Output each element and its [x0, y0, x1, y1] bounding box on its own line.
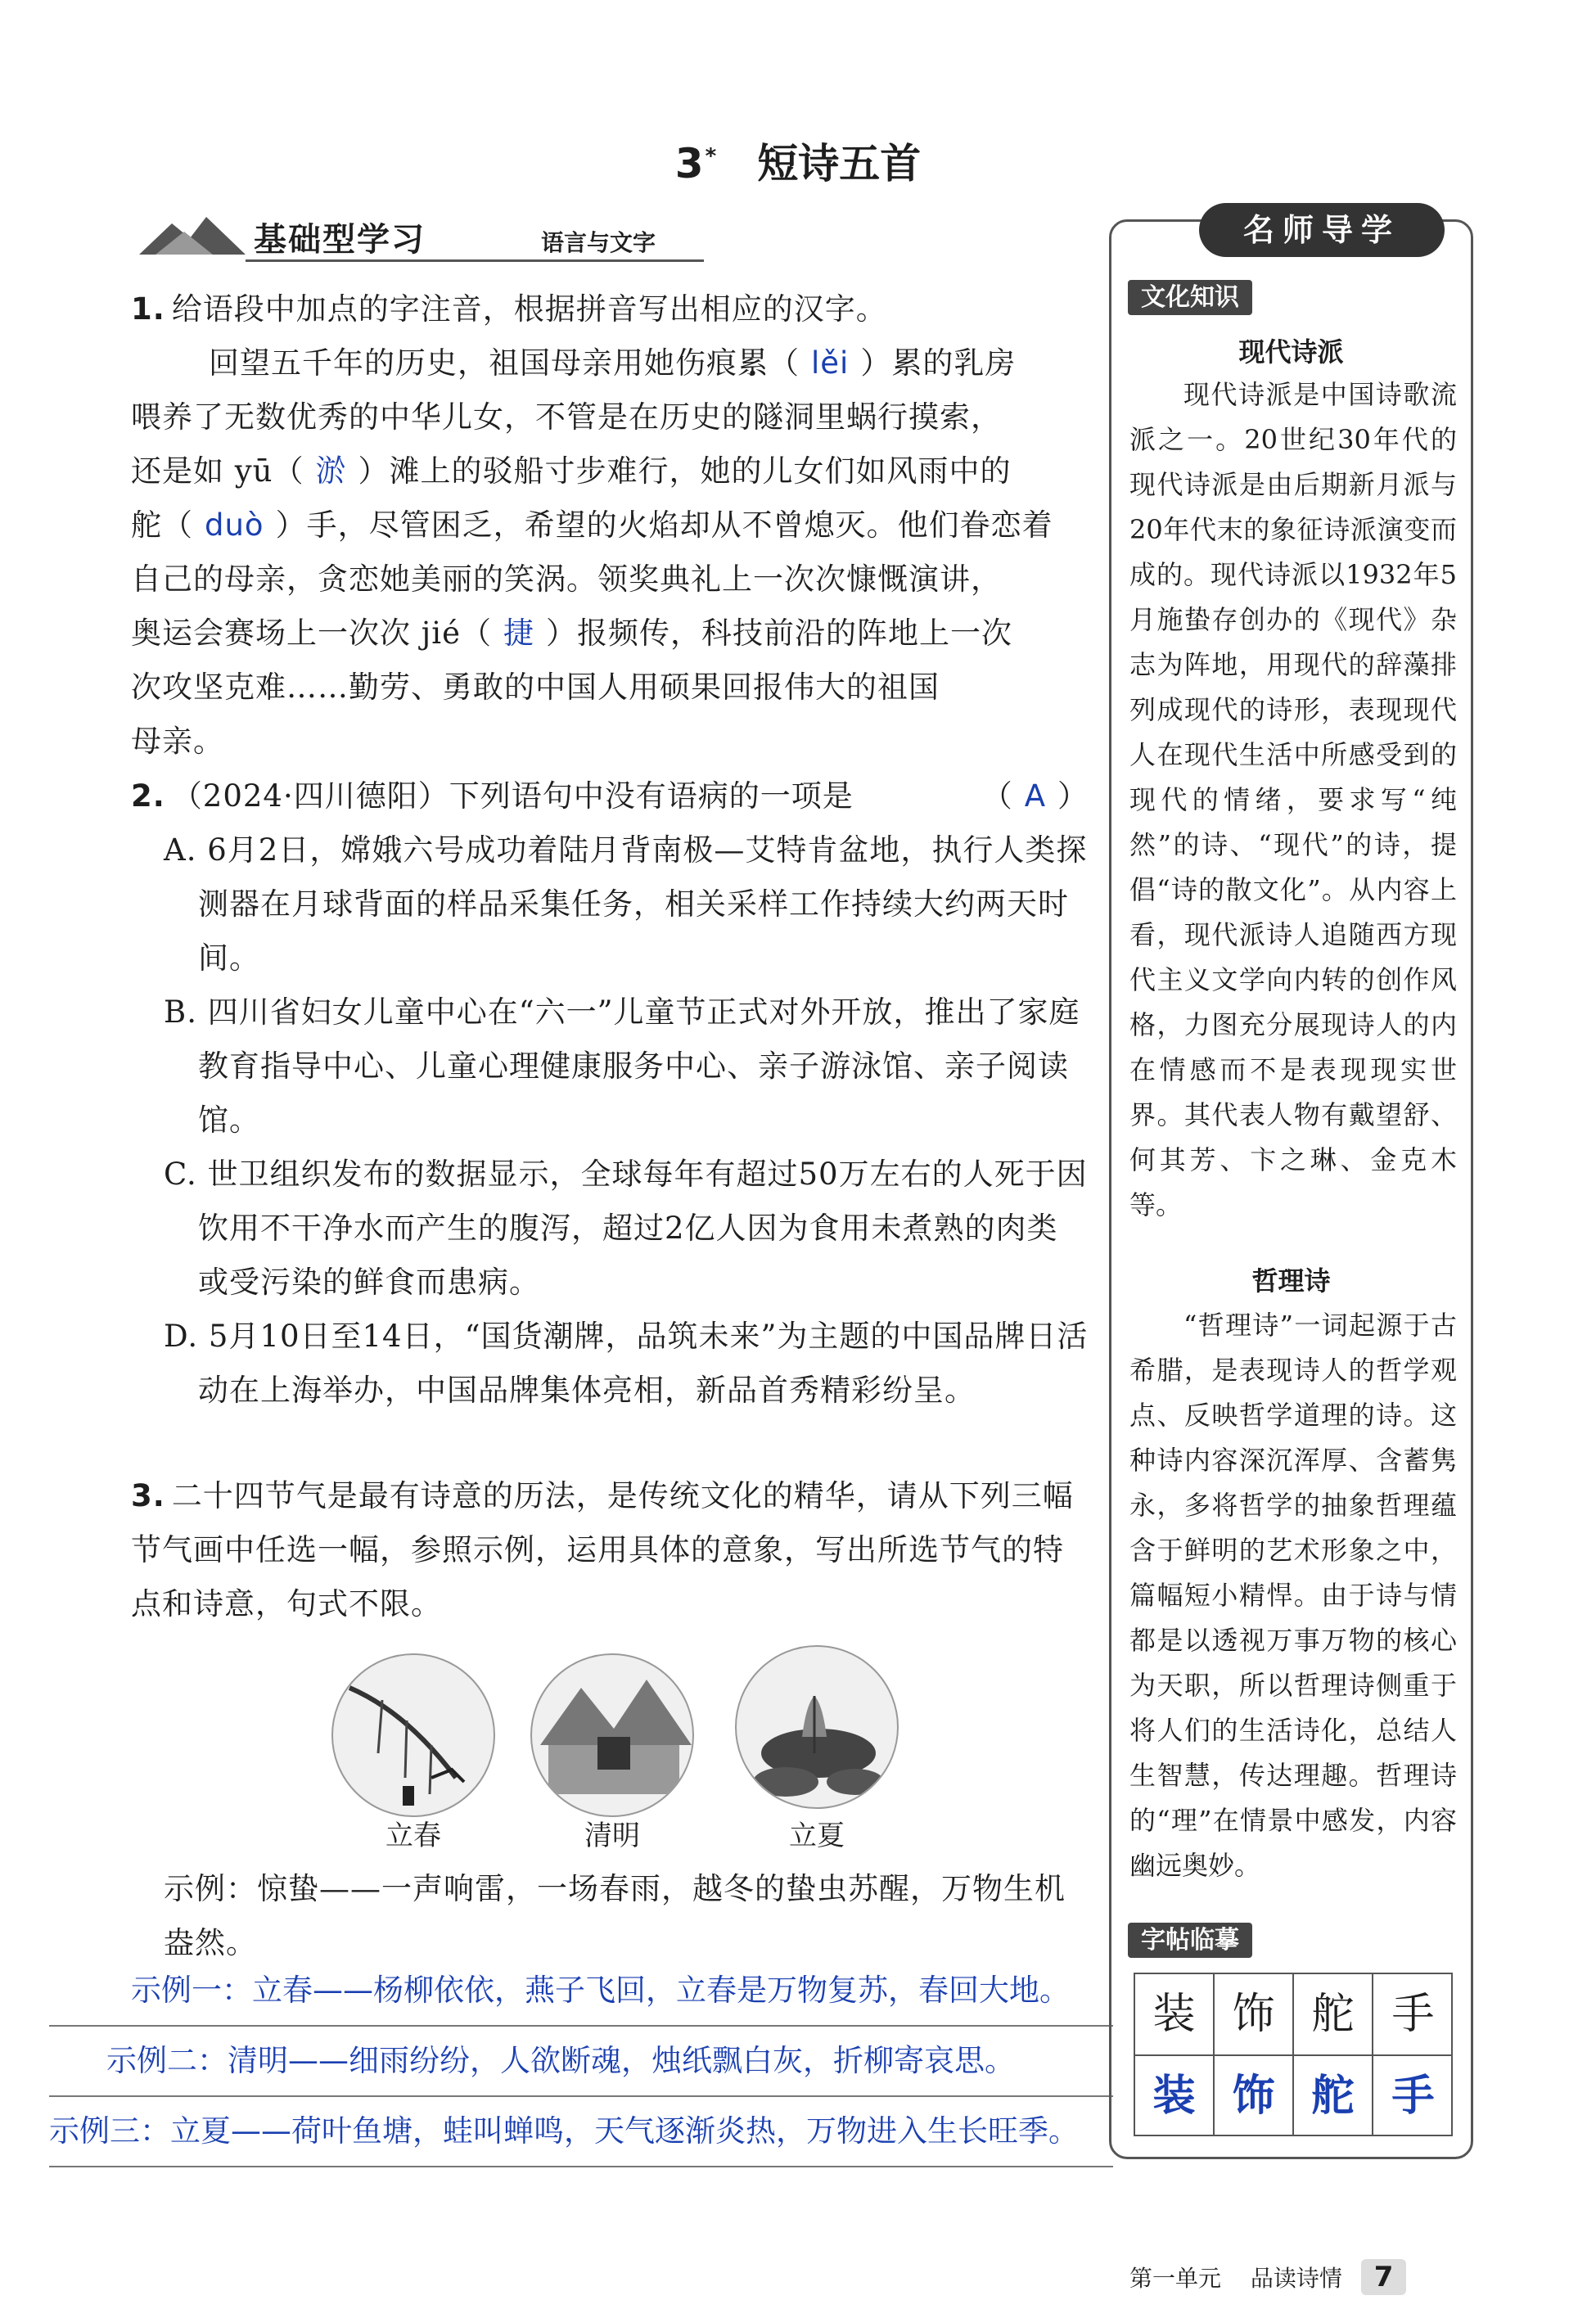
- page-footer: [1129, 2259, 1473, 2295]
- q1-line7: 次攻坚克难……勤劳、勇敢的中国人用硕果回报伟大的祖国: [131, 670, 940, 705]
- copy-char-2: 饰: [1215, 1974, 1294, 2054]
- lichun-painting: [331, 1653, 495, 1817]
- q3-example: 示例：惊蛰——一声响雷，一场春雨，越冬的蛰虫苏醒，万物生机盎然。: [164, 1871, 1066, 1960]
- q1-dotted-char: 累: [737, 345, 769, 381]
- q1-line6: 奥运会赛场上一次次 jié（ 捷 ）报频传，科技前沿的阵地上一次: [131, 616, 1012, 651]
- q1-passage: 回望五千年的历史，祖国母亲用她伤痕累（ lěi ）累的乳房: [209, 345, 1017, 381]
- q2-prompt: （2024·四川德阳）下列语句中没有语病的一项是: [171, 778, 854, 814]
- q2-option-c: C. 世卫组织发布的数据显示，全球每年有超过50万左右的人死于因饮用不干净水而产生的腹泻，超过2亿人因为食用未煮熟的肉类或受污染的鲜食而患病。: [164, 1157, 1088, 1300]
- q1-answer-yu: 淤: [315, 453, 347, 489]
- q1-line4: 舵（ duò ）手，尽管困乏，希望的火焰却从不曾熄灭。他们眷恋着: [131, 507, 1053, 543]
- q2-option-a: A. 6月2日，嫦娥六号成功着陆月背南极—艾特肯盆地，执行人类探测器在月球背面的样品采集任务，相关采样工作持续大约两天时间。: [164, 832, 1088, 976]
- q1-line2: 喂养了无数优秀的中华儿女，不管是在历史的隧洞里蜗行摸索，: [131, 399, 1002, 435]
- q1-prompt: 给语段中加点的字注音，根据拼音写出相应的汉字。: [171, 291, 887, 327]
- footer-unit: 第一单元: [1129, 2265, 1222, 2292]
- qingming-painting: [530, 1653, 694, 1817]
- answer-line-1: 示例一：立春——杨柳依依，燕子飞回，立春是万物复苏，春回大地。: [49, 1956, 1113, 2027]
- caption-qingming: 清明: [584, 1820, 640, 1852]
- q3-number: 3.: [131, 1478, 165, 1513]
- q1-line5: 自己的母亲，贪恋她美丽的笑涡。领奖典礼上一次次慷慨演讲，: [131, 561, 1002, 597]
- q1-answer-jie: 捷: [503, 616, 534, 651]
- lixia-painting: [735, 1645, 899, 1809]
- question-2: 2. （2024·四川德阳）下列语句中没有语病的一项是 （ A ） A. 6月2日，嫦娥六号成功着陆月背南极—艾特肯盆地，执行人类探测器在月球背面的样品采集任务，相关采样工作持续大约两天时间。 B. 四川省妇女儿童中心在“六一”儿童节正式对外开放，推出了家庭教育指导中心、儿童心理健康服务中心、亲子游泳馆、亲子阅读馆。 C. 世卫组织发布的数据显示，全球每年有超过50万左右的人死于因饮用不干净水而产生的腹泻，超过2亿人因为食用未煮熟的肉类或受污染的鲜食而患病。 D. 5月10日至14日，“国货潮牌，品筑未来”为主题的中国品牌日活动在上海举办，中国品牌集体亮相，新品首秀精彩纷呈。: [131, 769, 1089, 1418]
- traced-char-3: 舵: [1294, 2056, 1373, 2136]
- q2-answer: A: [1024, 778, 1046, 814]
- q3-prompt: 二十四节气是最有诗意的历法，是传统文化的精华，请从下列三幅节气画中任选一幅，参照示例，运用具体的意象，写出所选节气的特点和诗意，句式不限。: [131, 1478, 1074, 1621]
- traced-char-1: 装: [1135, 2056, 1215, 2136]
- caption-lichun: 立春: [385, 1820, 441, 1852]
- q2-option-b: B. 四川省妇女儿童中心在“六一”儿童节正式对外开放，推出了家庭教育指导中心、儿童心理健康服务中心、亲子游泳馆、亲子阅读馆。: [164, 994, 1080, 1138]
- modern-poetry-heading: 现代诗派: [1238, 336, 1344, 368]
- copy-char-3: 舵: [1294, 1974, 1373, 2054]
- section-label: 基础型学习: [254, 221, 426, 259]
- footer-theme: 品读诗情: [1250, 2265, 1342, 2292]
- section-sublabel: 语言与文字: [536, 225, 660, 262]
- q1-line3: 还是如 yū（ 淤 ）滩上的驳船寸步难行，她的儿女们如风雨中的: [131, 453, 1012, 489]
- q3-answers: [49, 1956, 1113, 2167]
- answer-line-3: 示例三：立夏——荷叶鱼塘，蛙叫蝉鸣，天气逐渐炎热，万物进入生长旺季。: [49, 2097, 1113, 2167]
- q1-answer-lei: lěi: [811, 345, 850, 381]
- question-3: [131, 1469, 1089, 1631]
- page-number: 7: [1361, 2259, 1407, 2295]
- copybook-tag: 字帖临摹: [1128, 1923, 1252, 1958]
- section-header: [139, 209, 704, 266]
- lesson-title: 短诗五首: [757, 140, 922, 187]
- modern-poetry-text: 现代诗派是中国诗歌流派之一。20世纪30年代的现代诗派是由后期新月派与20年代末的象征诗派演变而成的。现代诗派以1932年5月施蛰存创办的《现代》杂志为阵地，用现代的辞藻排列成现代的诗形，表现现代人在现代生活中所感受到的现代的情绪，要求写“纯然”的诗、“现代”的诗，提倡“诗的散文化”。从内容上看，现代派诗人追随西方现代主义文学向内转的创作风格，力图充分展现诗人的内在情感而不是表现现实世界。其代表人物有戴望舒、何其芳、卞之琳、金克木等。: [1129, 379, 1457, 1220]
- question-1: [131, 282, 1089, 769]
- copybook-grid: [1134, 1973, 1453, 2136]
- culture-knowledge-tag: 文化知识: [1128, 280, 1252, 315]
- traced-char-4: 手: [1391, 2072, 1435, 2121]
- lotus-icon: [737, 1647, 899, 1809]
- copy-char-1: 装: [1135, 1974, 1215, 2054]
- q1-number: 1.: [131, 291, 165, 327]
- lesson-number: 3*: [674, 140, 717, 187]
- q1-line8: 母亲。: [131, 724, 224, 759]
- philosophy-poetry-text: “哲理诗”一词起源于古希腊，是表现诗人的哲学观点、反映哲学道理的诗。这种诗内容深沉浑厚、含蓄隽永，多将哲学的抽象哲理蕴含于鲜明的艺术形象之中，篇幅短小精悍。由于诗与情都是以透视万事万物的核心为天职，所以哲理诗侧重于将人们的生活诗化，总结人生智慧，传达理趣。哲理诗的“理”在情景中感发，内容幽远奥妙。: [1129, 1310, 1457, 1881]
- philosophy-poetry-heading: 哲理诗: [1251, 1265, 1331, 1297]
- copy-char-4: 手: [1391, 1990, 1435, 2039]
- willow-swallow-icon: [333, 1655, 495, 1817]
- page-title: [0, 131, 1596, 190]
- traced-char-2: 饰: [1215, 2056, 1294, 2136]
- q2-number: 2.: [131, 778, 165, 814]
- answer-line-2: 示例二：清明——细雨纷纷，人欲断魂，烛纸飘白灰，折柳寄哀思。: [49, 2027, 1113, 2097]
- sidebar-tab: 名师导学: [1199, 203, 1445, 257]
- section-rule: [246, 259, 704, 262]
- q2-option-d: D. 5月10日至14日，“国货潮牌，品筑未来”为主题的中国品牌日活动在上海举办，中国品牌集体亮相，新品首秀精彩纷呈。: [164, 1319, 1089, 1408]
- mountain-icon: [139, 214, 246, 258]
- caption-lixia: 立夏: [789, 1820, 845, 1852]
- mountain-scene-icon: [532, 1655, 694, 1817]
- q1-answer-duo: duò: [205, 507, 264, 543]
